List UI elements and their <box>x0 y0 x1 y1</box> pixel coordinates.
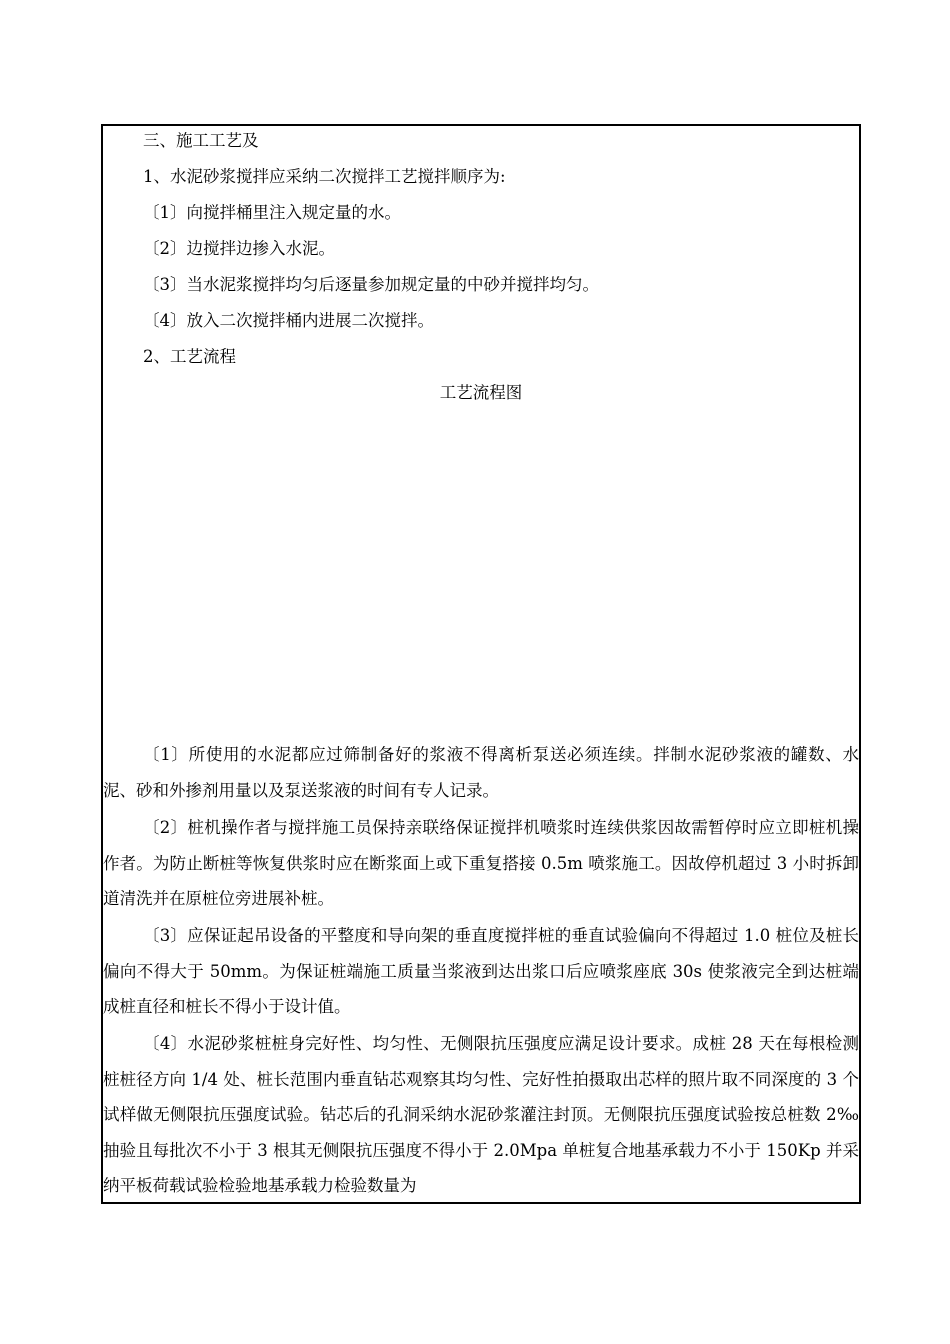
paragraph-2: 〔2〕桩机操作者与搅拌施工员保持亲联络保证搅拌机喷浆时连续供浆因故需暂停时应立即桩机操作者。为防止断桩等恢复供浆时应在断浆面上或下重复搭接 0.5m 喷浆施工。因故停机超过 3 小时拆卸道清洗并在原桩位旁进展补桩。 <box>103 818 859 908</box>
step-3: 〔3〕当水泥浆搅拌均匀后逐量参加规定量的中砂并搅拌均匀。 <box>143 275 599 294</box>
paragraph-3: 〔3〕应保证起吊设备的平整度和导向架的垂直度搅拌桩的垂直试验偏向不得超过 1.0 桩位及桩长偏向不得大于 50mm。为保证桩端施工质量当浆液到达出浆口后应喷浆座底 30s 使浆液完全到达桩端成桩直径和桩长不得小于设计值。 <box>103 926 859 1016</box>
item1-title: 1、水泥砂浆搅拌应采纳二次搅拌工艺搅拌顺序为: <box>143 167 506 186</box>
document-frame <box>101 124 861 1204</box>
paragraph-1: 〔1〕所使用的水泥都应过筛制备好的浆液不得离析泵送必须连续。拌制水泥砂浆液的罐数、水泥、砂和外掺剂用量以及泵送浆液的时间有专人记录。 <box>103 745 859 800</box>
step-2: 〔2〕边搅拌边掺入水泥。 <box>143 239 335 258</box>
item2-title: 2、工艺流程 <box>143 347 236 366</box>
diagram-caption: 工艺流程图 <box>439 383 523 402</box>
step-4: 〔4〕放入二次搅拌桶内进展二次搅拌。 <box>143 311 434 330</box>
step-1: 〔1〕向搅拌桶里注入规定量的水。 <box>143 203 401 222</box>
section-heading: 三、施工工艺及 <box>143 131 259 150</box>
paragraph-4: 〔4〕水泥砂浆桩桩身完好性、均匀性、无侧限抗压强度应满足设计要求。成桩 28 天在每根检测桩桩径方向 1/4 处、桩长范围内垂直钻芯观察其均匀性、完好性拍摄取出芯样的照片取不同深度的 3 个试样做无侧限抗压强度试验。钻芯后的孔洞采纳水泥砂浆灌注封顶。无侧限抗压强度试验按总桩数 2‰抽验且每批次不小于 3 根其无侧限抗压强度不得小于 2.0Mpa 单桩复合地基承载力不小于 150Kp 并采纳平板荷载试验检验地基承载力检验数量为 <box>103 1034 859 1195</box>
